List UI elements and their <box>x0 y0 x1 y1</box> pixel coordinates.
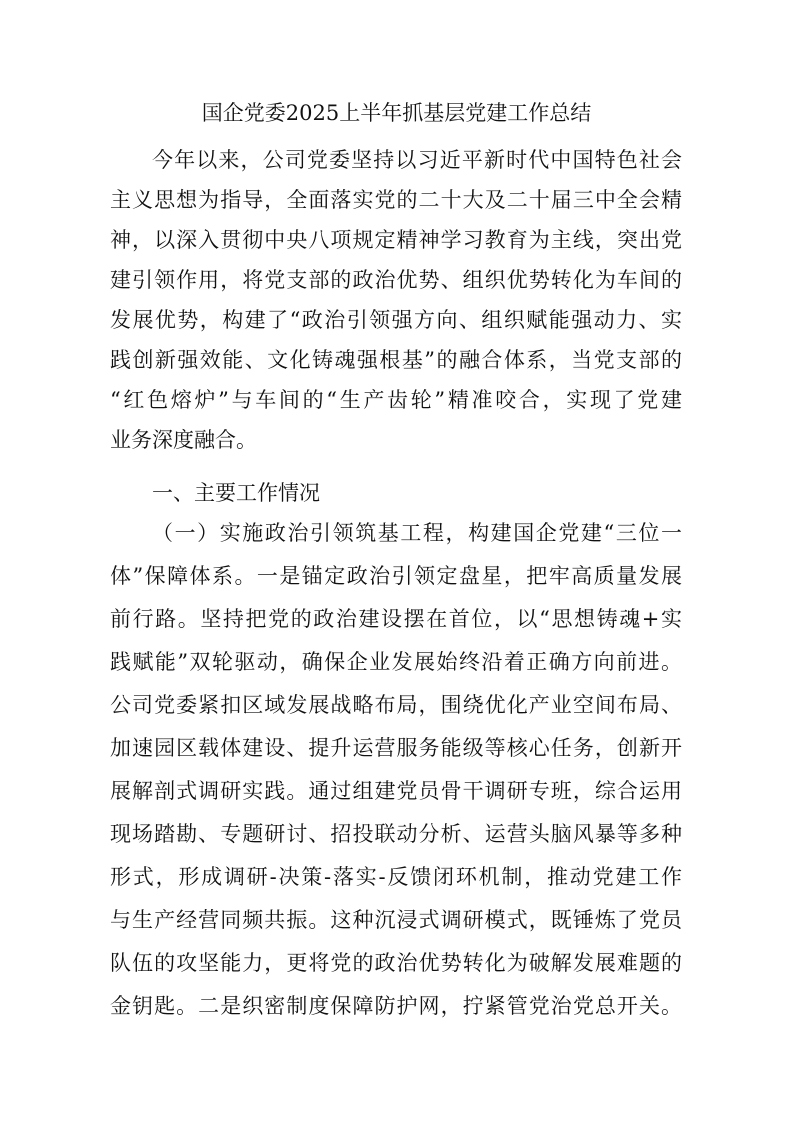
paragraph-line: 践赋能”双轮驱动，确保企业发展始终沿着正确方向前进。 <box>110 650 682 674</box>
paragraph-line: 发展优势，构建了“政治引领强方向、组织赋能强动力、实 <box>110 308 682 332</box>
paragraph-line: 践创新强效能、文化铸魂强根基”的融合体系，当党支部的 <box>110 348 682 372</box>
paragraph-line: 体”保障体系。一是锚定政治引领定盘星，把牢高质量发展 <box>110 564 682 588</box>
paragraph-line: 金钥匙。二是织密制度保障防护网，拧紧管党治党总开关。 <box>110 994 682 1018</box>
paragraph-line: 现场踏勘、专题研讨、招投联动分析、运营头脑风暴等多种 <box>110 822 682 846</box>
paragraph-line: 形式，形成调研-决策-落实-反馈闭环机制，推动党建工作 <box>110 865 682 889</box>
paragraph-line: 业务深度融合。 <box>110 428 257 452</box>
paragraph-line: （一）实施政治引领筑基工程，构建国企党建“三位一 <box>152 521 682 545</box>
paragraph-line: 与生产经营同频共振。这种沉浸式调研模式，既锤炼了党员 <box>110 908 682 932</box>
paragraph-line: 加速园区载体建设、提升运营服务能级等核心任务，创新开 <box>110 736 682 760</box>
paragraph-line: 神，以深入贯彻中央八项规定精神学习教育为主线，突出党 <box>110 228 682 252</box>
paragraph-line: “红色熔炉”与车间的“生产齿轮”精准咬合，实现了党建 <box>110 388 682 412</box>
paragraph-line: 公司党委紧扣区域发展战略布局，围绕优化产业空间布局、 <box>110 693 682 717</box>
paragraph-line: 展解剖式调研实践。通过组建党员骨干调研专班，综合运用 <box>110 779 682 803</box>
paragraph-line: 建引领作用，将党支部的政治优势、组织优势转化为车间的 <box>110 268 682 292</box>
paragraph-line: 前行路。坚持把党的政治建设摆在首位，以“思想铸魂+实 <box>110 607 682 631</box>
paragraph-line: 队伍的攻坚能力，更将党的政治优势转化为破解发展难题的 <box>110 951 682 975</box>
paragraph-line: 今年以来，公司党委坚持以习近平新时代中国特色社会 <box>152 148 682 172</box>
section-heading: 一、主要工作情况 <box>152 481 320 505</box>
paragraph-line: 主义思想为指导，全面落实党的二十大及二十届三中全会精 <box>110 188 682 212</box>
document-title: 国企党委2025上半年抓基层党建工作总结 <box>201 101 592 125</box>
